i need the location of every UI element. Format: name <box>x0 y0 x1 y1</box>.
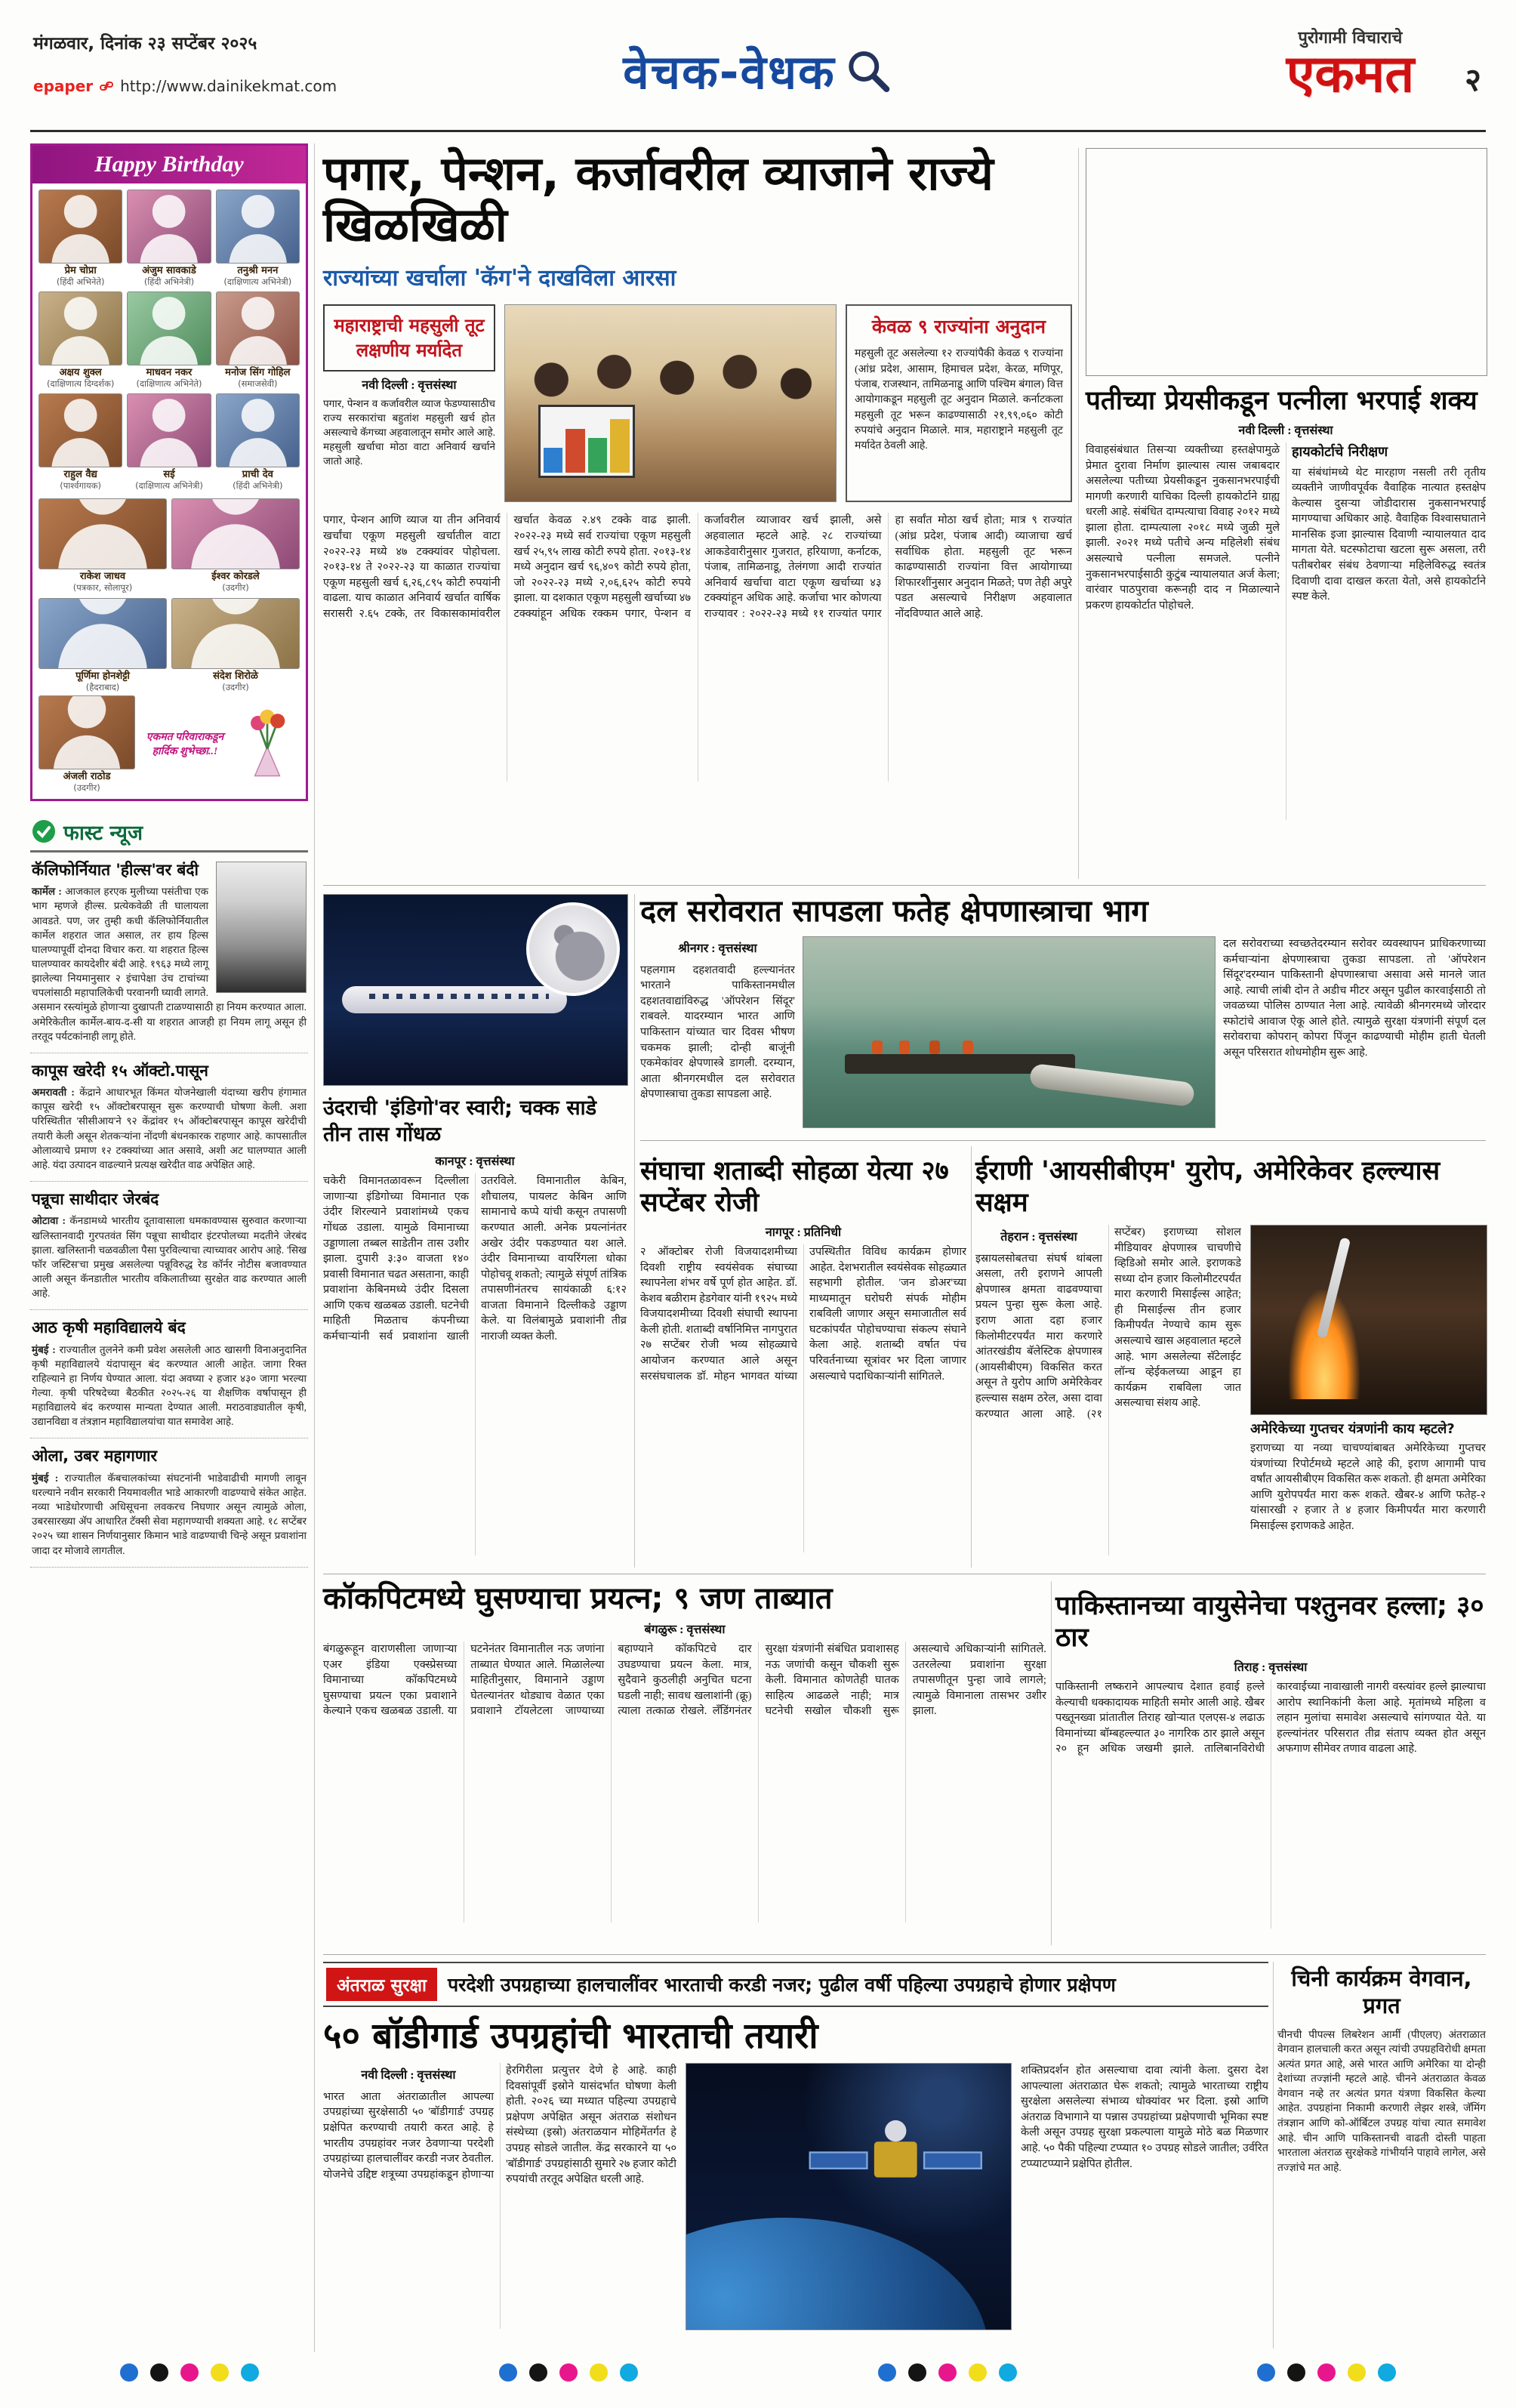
color-dot <box>1378 2363 1396 2382</box>
story-dal-lake <box>640 894 1486 1137</box>
birthday-name: राकेश जाधव (पत्रकार, सोलापूर) <box>39 572 167 593</box>
iran-sub-title: अमेरिकेच्या गुप्तचर यंत्रणांनी काय म्हटले? <box>1250 1421 1455 1437</box>
color-dot <box>969 2363 987 2382</box>
masthead-logo-text: वेचक-वेधक <box>623 45 836 100</box>
person-silhouette-icon <box>39 291 122 365</box>
missile-launch-photo <box>1250 1225 1487 1415</box>
fast-news-item <box>30 1182 308 1310</box>
fast-news-item <box>30 1053 308 1182</box>
birthday-name: अंजली राठोड (उदगीर) <box>39 772 135 793</box>
satellite-content-row <box>323 2063 1268 2330</box>
masthead <box>30 23 1486 132</box>
satellite-right-body: शक्तिप्रदर्शन होत असल्याचा दावा त्यांनी केला. दुसरा देश आपल्याला अंतराळात घेरू शकतो; त्यामुळे भारताच्या राष्ट्रीय सुरक्षेला असलेल्या संभाव्य धोक्यांवर भर दिला. इस्रो आणि अंतराळ विभागाने या पन्नास उपग्रहांच्या प्रक्षेपणाची भूमिका स्पष्ट केली असून उपग्रह सुरक्षा प्रकल्पाला यामुळे मोठे बळ मिळणार आहे. ५० पैकी पहिल्या टप्प्यात १० उपग्रह सोडले जातील; उर्वरित टप्प्याटप्प्याने प्रक्षेपित होतील. <box>1021 2064 1268 2170</box>
color-dot <box>211 2363 229 2382</box>
person-silhouette-icon <box>128 393 210 467</box>
birthday-tag: (पत्रकार, सोलापूर) <box>72 582 133 594</box>
color-dot <box>1287 2363 1305 2382</box>
strip-text: परदेशी उपग्रहाच्या हालचालींवर भारताची करडी नजर; पुढील वर्षी पहिल्या उपग्रहाचे होणार प्रक्षेपण <box>447 1974 1116 1996</box>
dateline: कार्मेल : <box>32 886 62 898</box>
birthday-tag: (पार्श्वगायक) <box>60 480 102 492</box>
cag-top-row <box>323 304 1072 502</box>
birthday-card <box>39 291 122 389</box>
color-dot <box>241 2363 259 2382</box>
cag-box-body: महसुली तूट असलेल्या १२ राज्यांपैकी केवळ ९ राज्यांना (आंध्र प्रदेश, आसाम, हिमाचल प्रदेश, केरळ, मणिपूर, पंजाब, राजस्थान, तामिळनाडू आणि पश्चिम बंगाल) वित्त आयोगाकडून महसुली तूट अनुदान मिळाले. कर्नाटकला महसुली तूट भरून काढण्यासाठी २१,९९,०६० कोटी रुपयांचे अनुदान मिळाले. मात्र, महाराष्ट्राने महसुली तूट मर्यादेत ठेवली आहे. <box>855 348 1063 452</box>
birthday-tag: (दाक्षिणात्य दिग्दर्शक) <box>47 378 115 390</box>
color-dot <box>150 2363 168 2382</box>
person-silhouette-icon <box>128 291 210 365</box>
person-silhouette-icon <box>217 291 299 365</box>
fast-news-item-featured <box>30 853 308 1053</box>
dateline: ओटावा : <box>32 1215 66 1227</box>
fast-news-body: अमरावती : केंद्राने आधारभूत किंमत योजनेखाली यंदाच्या खरीप हंगामात कापूस खरेदी १५ ऑक्टोबरपासून सुरू करण्याची घोषणा केली. अशा परिस्थितीत 'सीसीआय'ने ९२ केंद्रांवर १५ ऑक्टोबरपासून कापूस खरेदीची तयारी केली असून शेतकऱ्यांना नोंदणी बंधनकारक राहणार आहे. कापसातील ओलाव्याचे प्रमाण १२ टक्क्यांच्या आत असावे, अशी अट घालण्यात आली आहे. यंदा उत्पादन वाढल्याने प्रत्यक्ष खरेदीत वाढ अपेक्षित आहे. <box>32 1087 307 1170</box>
birthday-footer <box>32 694 306 799</box>
pak-body: पाकिस्तानी लष्कराने आपल्याच देशात हवाई हल्ले केल्याची धक्कादायक माहिती समोर आली आहे. खैबर पख्तूनख्वा प्रांतातील तिराह खोऱ्यात एलएस-४ लढाऊ विमानांच्या बॉम्बहल्ल्यात ३० नागरिक ठार झाले असून २० हून अधिक जखमी झाले. तालिबानविरोधी कारवाईच्या नावाखाली नागरी वस्त्यांवर हल्ले झाल्याचा आरोप स्थानिकांनी केला आहे. मृतांमध्ये महिला व लहान मुलांचा समावेश असल्याचे सांगण्यात येते. या हल्ल्यांनंतर परिसरात तीव्र संताप व्यक्त होत असून अफगाण सीमेवर तणाव वाढला आहे. <box>1055 1681 1486 1756</box>
birthday-tag: (दाक्षिणात्य अभिनेत्री) <box>135 480 203 492</box>
person-silhouette-icon <box>39 498 166 569</box>
sidebar-divider <box>314 143 315 2352</box>
birthday-name: प्राची देव (हिंदी अभिनेत्री) <box>216 470 300 491</box>
dateline: मुंबई : <box>32 1472 59 1484</box>
person-silhouette-icon <box>39 695 134 769</box>
birthday-photo <box>39 190 122 264</box>
section-rule <box>323 885 1486 886</box>
cag-headline: पगार, पेन्शन, कर्जावरील व्याजाने राज्ये खिळखिळी <box>323 146 994 253</box>
missile-fragment-shape <box>1029 1063 1195 1107</box>
dal-byline: श्रीनगर : वृत्तसंस्था <box>678 942 757 955</box>
link-icon <box>99 79 114 94</box>
dateline: मुंबई : <box>32 1343 56 1355</box>
fast-news-headline: ओला, उबर महागणार <box>32 1447 158 1466</box>
page-number: २ <box>1465 61 1481 98</box>
date-line: मंगळवार, दिनांक २३ सप्टेंबर २०२५ <box>33 34 257 54</box>
person-silhouette-icon <box>39 598 166 668</box>
epaper-row <box>33 77 337 95</box>
iran-byline: तेहरान : वृत्तसंस्था <box>1000 1231 1077 1244</box>
wife-byline: नवी दिल्ली : वृत्तसंस्था <box>1238 424 1333 437</box>
space-security-strip <box>323 1962 1268 2007</box>
story-indigo-rat <box>323 894 627 1568</box>
earth-shape <box>686 2218 988 2330</box>
column-divider <box>1273 1962 1274 2348</box>
epaper-url-link[interactable]: http://www.dainikekmat.com <box>120 77 337 95</box>
birthday-card <box>171 498 300 593</box>
color-dot <box>180 2363 199 2382</box>
birthday-name: अंजुम सावकाडे (हिंदी अभिनेत्री) <box>127 266 211 287</box>
fast-news-title: फास्ट न्यूज <box>63 821 143 845</box>
plane-fuselage <box>342 986 567 1013</box>
birthday-tag: (हिंदी अभिनेते) <box>56 276 105 287</box>
strip-label: अंतराळ सुरक्षा <box>326 1968 437 2001</box>
dal-lake-photo <box>803 936 1216 1128</box>
fast-news-body: मुंबई : राज्यातील कॅबचालकांच्या संघटनांनी भाडेवाढीची मागणी लावून धरल्याने नवीन सरकारी नियमावलीत भाडे आकारणी वाढण्याचे संकेत आहेत. नव्या भाडेधोरणाची अधिसूचना लवकरच निघणार असून त्यामुळे ओला, उबरसारख्या ॲप आधारित टॅक्सी सेवा महागण्याची शक्यता आहे. १८ सप्टेंबर २०२५ च्या शासन निर्णयानुसार किमान भाडे वाढण्याची चिन्हे असून प्रवाशांना जादा दर मोजावे लागतील. <box>32 1472 307 1556</box>
cag-lede: पगार, पेन्शन व कर्जावरील व्याज फेडण्यासाठीच राज्य सरकारांचा बहुतांश महसुली खर्च होत असल्याचे कॅगच्या अहवालातून समोर आले आहे. महसुली खर्चाचा मोठा वाटा अनिवार्य खर्चाने जातो आहे. <box>323 398 495 467</box>
fast-news-item <box>30 1438 308 1567</box>
birthday-name: प्रेम चोप्रा (हिंदी अभिनेते) <box>39 266 122 287</box>
cag-subhead: राज्यांच्या खर्चाला 'कॅग'ने दाखविला आरसा <box>323 265 676 292</box>
birthday-card <box>39 190 122 287</box>
story-cag <box>323 148 1072 879</box>
person-silhouette-icon <box>128 190 210 263</box>
birthday-name: सई (दाक्षिणात्य अभिनेत्री) <box>127 470 211 491</box>
brand-block <box>1286 26 1414 103</box>
section-rule <box>323 1954 1486 1955</box>
dateline: अमरावती : <box>32 1087 75 1099</box>
birthday-photo <box>39 498 167 569</box>
cockpit-body: बंगळुरूहून वाराणसीला जाणाऱ्या एअर इंडिया एक्स्प्रेसच्या विमानाच्या कॉकपिटमध्ये घुसण्याचा प्रयत्न एका प्रवाशाने केल्याने एकच खळबळ उडाली. या घटनेनंतर विमानातील नऊ जणांना ताब्यात घेण्यात आले. मिळालेल्या माहितीनुसार, विमानाने उड्डाण घेतल्यानंतर थोड्याच वेळात एका प्रवाशाने टॉयलेटला जाण्याच्या बहाण्याने कॉकपिटचे दार उघडण्याचा प्रयत्न केला. मात्र, सुदैवाने कुठलीही अनुचित घटना घडली नाही; सावध खलाशांनी (क्रू) त्याला तत्काळ रोखले. लँडिंगनंतर सुरक्षा यंत्रणांनी संबंधित प्रवाशासह नऊ जणांची कसून चौकशी सुरू केली. विमानात कोणतेही घातक साहित्य आढळले नाही; मात्र घटनेची सखोल चौकशी सुरू असल्याचे अधिकाऱ्यांनी सांगितले. उतरलेल्या प्रवाशांना सुरक्षा तपासणीतून पुन्हा जावे लागले; त्यामुळे विमानाला तासभर उशीर झाला. <box>323 1643 1046 1718</box>
color-dot <box>1317 2363 1336 2382</box>
epaper-label: epaper <box>33 77 94 95</box>
brand-tagline: पुरोगामी विचाराचे <box>1298 29 1403 48</box>
satellite-shape <box>806 2106 985 2213</box>
color-dot <box>590 2363 608 2382</box>
birthday-photo <box>216 393 300 467</box>
indigo-byline: कानपूर : वृत्तसंस्था <box>435 1155 515 1169</box>
dot-group <box>1257 2363 1396 2382</box>
birthday-photo <box>127 393 211 467</box>
column-divider <box>971 1146 972 1568</box>
birthday-card <box>216 291 300 389</box>
bouquet-icon <box>235 708 300 780</box>
satellite-headline: ५० बॉडीगार्ड उपग्रहांची भारताची तयारी <box>323 2015 818 2057</box>
birthday-name: पूर्णिमा होनशेट्टी (हैदराबाद) <box>39 671 167 692</box>
color-dot <box>999 2363 1017 2382</box>
birthday-tag: (दाक्षिणात्य अभिनेत्री) <box>223 276 292 287</box>
story-bodyguard-satellites <box>323 1962 1268 2348</box>
birthday-photo <box>127 291 211 365</box>
birthday-tag: (उदगीर) <box>222 582 249 594</box>
birthday-title: Happy Birthday <box>32 146 306 183</box>
rat-inset-photo <box>526 902 620 996</box>
color-dot <box>559 2363 578 2382</box>
happy-birthday-box <box>30 143 308 801</box>
dot-group <box>878 2363 1017 2382</box>
color-dot <box>620 2363 638 2382</box>
dal-right-column: दल सरोवराच्या स्वच्छतेदरम्यान सरोवर व्यवस्थापन प्राधिकरणाच्या कर्मचाऱ्यांना क्षेपणास्त्राचा तुकडा सापडला. तो 'ऑपरेशन सिंदूर'दरम्यान पाकिस्तानी क्षेपणास्त्राचा असावा असे मानले जात आहे. त्याची लांबी दोन ते अडीच मीटर असून पुढील कारवाईसाठी तो जवळच्या पोलिस ठाण्यात नेला आहे. त्यावेळी श्रीनगरमध्ये जोरदार स्फोटांचे आवाज ऐकू आले होते. त्यामुळे सुरक्षा यंत्रणांनी संपूर्ण दल सरोवराचा कोपरान् कोपरा पिंजून काढण्याची मोहीम हाती घेतली असून परिसरात शोधमोहीम सुरू आहे. <box>1223 938 1486 1059</box>
color-dot <box>878 2363 896 2382</box>
color-dot <box>1348 2363 1366 2382</box>
birthday-name: राहुल वैद्य (पार्श्वगायक) <box>39 470 122 491</box>
story-iran-icbm <box>975 1146 1486 1568</box>
birthday-tag: (उदगीर) <box>73 782 100 793</box>
cag-side-box <box>846 304 1072 502</box>
satellite-left-body: नवी दिल्ली : वृत्तसंस्था भारत आता अंतराळातील आपल्या उपग्रहांच्या सुरक्षेसाठी ५० 'बॉडीगार्ड' उपग्रह प्रक्षेपित करण्याची तयारी करत आहे. हे भारतीय उपग्रहांवर नजर ठेवणाऱ्या परदेशी उपग्रहांच्या हालचालींवर करडी नजर ठेवतील. योजनेचे उद्दिष्ट शत्रूच्या उपग्रहांकडून होणाऱ्या हेरगिरीला प्रत्युत्तर देणे हे आहे. काही दिवसांपूर्वी इस्रोने यासंदर्भात घोषणा केली होती. २०२६ च्या मध्यात पहिल्या उपग्रहाचे प्रक्षेपण अपेक्षित असून अंतराळ संशोधन संस्थेच्या (इस्रो) अंतराळयान मोहिमेंतर्गत हे उपग्रह सोडले जातील. केंद्र सरकारने या ५० 'बॉडीगार्ड' उपग्रहांसाठी सुमारे २७ हजार कोटी रुपयांची तरतूद अपेक्षित धरली आहे. <box>323 2064 676 2186</box>
birthday-grid-main <box>32 183 306 492</box>
person-silhouette-icon <box>39 190 122 263</box>
cag-byline: नवी दिल्ली : वृत्तसंस्था <box>362 379 457 393</box>
person-silhouette-icon <box>217 393 299 467</box>
laptop-chart <box>538 405 635 478</box>
birthday-card <box>39 498 167 593</box>
column-divider <box>1078 148 1079 879</box>
birthday-photo <box>216 190 300 264</box>
fast-news-header <box>30 813 308 853</box>
fast-news-headline: पन्नूचा साथीदार जेरबंद <box>32 1190 159 1209</box>
wife-headline: पतीच्या प्रेयसीकडून पत्नीला भरपाई शक्य <box>1086 386 1477 416</box>
person-silhouette-icon <box>172 598 299 668</box>
column-divider <box>1051 1581 1052 1945</box>
iran-headline: ईराणी 'आयसीबीएम' युरोप, अमेरिकेवर हल्ल्यास सक्षम <box>975 1156 1441 1218</box>
wife-body: विवाहसंबंधात तिसऱ्या व्यक्तीच्या हस्तक्षेपामुळे प्रेमात दुरावा निर्माण झाल्यास त्यास जबाबदार असलेल्या पतीच्या प्रेयसीकडून नुकसानभरपाईची मागणी करणारी याचिका दिल्ली हायकोर्टाने ग्राह्य धरली आहे. संबंधित दाम्पत्याचा विवाह २०१२ मध्ये झाला होता. दाम्पत्याला २०१८ मध्ये जुळी मुले झाली. २०२१ मध्ये पतीचे अन्य महिलेशी संबंध असल्याचे पत्नीला समजले. पत्नीने नुकसानभरपाईसाठी कुटुंब न्यायालयात अर्ज केला; वारंवार पाठपुरावा करूनही दाद न मिळाल्याने प्रकरण हायकोर्टात पोहोचले. हायकोर्टाचे निरीक्षण या संबंधांमध्ये थेट मारहाण नसली तरी तृतीय व्यक्तीने जाणीवपूर्वक वैवाहिक नात्यात हस्तक्षेप केल्यास दुसऱ्या जोडीदारास नुकसानभरपाई मागण्याचा अधिकार आहे. वैवाहिक विश्वासघाताने मानसिक इजा झाल्यास दिवाणी न्यायालयात दाद मागता येते. घटस्फोटाचा खटला सुरू असला, तरी पतीबरोबर संबंध ठेवणाऱ्या महिलेविरुद्ध स्वतंत्र दिवाणी दावा दाखल करता येतो, असे हायकोर्टाने स्पष्ट केले. <box>1086 444 1486 612</box>
birthday-name: तनुश्री मनन (दाक्षिणात्य अभिनेत्री) <box>216 266 300 287</box>
indigo-body: चकेरी विमानतळावरून दिल्लीला जाणाऱ्या इंडिगोच्या विमानात एक उंदीर शिरल्याने प्रवाशांमध्ये एकच गोंधळ उडाला. यामुळे विमानाच्या उड्डाणाला तब्बल साडेतीन तास उशीर झाला. दुपारी ३:३० वाजता १४० प्रवासी विमानात चढत असताना, काही प्रवाशांना केबिनमध्ये उंदीर दिसला आणि एकच खळबळ उडाली. घटनेची माहिती मिळताच कंपनीच्या कर्मचाऱ्यांनी सर्व प्रवाशांना खाली उतरविले. विमानातील केबिन, शौचालय, पायलट केबिन आणि सामानाचे कप्पे यांची कसून तपासणी करण्यात आली. अनेक प्रयत्नांनंतर अखेर उंदीर पकडण्यात यश आले. उंदीर विमानाच्या वायरिंगला धोका पोहोचवू शकतो; त्यामुळे संपूर्ण तांत्रिक तपासणीनंतरच सायंकाळी ६:१२ वाजता विमानाने दिल्लीकडे उड्डाण केले. या विलंबामुळे प्रवाशांनी तीव्र नाराजी व्यक्त केली. <box>323 1175 627 1343</box>
cockpit-byline: बंगळुरू : वृत्तसंस्था <box>644 1623 726 1636</box>
cag-body: पगार, पेन्शन आणि व्याज या तीन अनिवार्य खर्चांचा एकूण महसुली खर्चातील वाटा २०२२-२३ मध्ये ४७ टक्क्यांवर पोहोचला. २०१३-१४ ते २०२२-२३ या काळात राज्यांचा एकूण महसुली खर्च ६,२६,८९५ कोटी रुपयांनी वाढला. याच काळात अनिवार्य खर्चात वार्षिक सरासरी २.६५ टक्के, तर विकासकामांवरील खर्चात केवळ २.४९ टक्के वाढ झाली. २०२२-२३ मध्ये सर्व राज्यांचा एकूण महसुली खर्च २५,९५ लाख कोटी रुपये होता. २०१३-१४ मध्ये अनुदान खर्च ९६,४०९ कोटी रुपये होता, जो २०२२-२३ मध्ये २,०६,६२५ कोटी रुपये झाला. या दशकात एकूण महसुली खर्चाच्या ४७ टक्क्यांहून अधिक रक्कम पगार, पेन्शन व कर्जावरील व्याजावर खर्च झाली, असे अहवालात म्हटले आहे. २८ राज्यांच्या आकडेवारीनुसार गुजरात, हरियाणा, कर्नाटक, पंजाब, तामिळनाडू, तेलंगणा आदी राज्यांत अनिवार्य खर्चाचा वाटा एकूण खर्चाच्या ४३ टक्क्यांहून अधिक आहे. कर्जाचा भार कोणत्या राज्यावर : २०२२-२३ मध्ये ११ राज्यांत पगार हा सर्वांत मोठा खर्च होता; मात्र ९ राज्यांत (आंध्र प्रदेश, पंजाब आदी) व्याजाचा खर्च सर्वाधिक होता. महसुली तूट भरून काढण्यासाठी राज्यांना वित्त आयोगाच्या शिफारशींनुसार अनुदान मिळते; पण तेही अपुरे पडत असल्याचे निरीक्षण अहवालात नोंदविण्यात आले आहे. <box>323 514 1072 620</box>
person-silhouette-icon <box>39 393 122 467</box>
story-cockpit <box>323 1581 1046 1945</box>
iran-right-column <box>1250 1225 1486 1555</box>
cag-kicker-box: महाराष्ट्राची महसुली तूट लक्षणीय मर्यादेत <box>323 304 495 372</box>
color-dot <box>120 2363 138 2382</box>
birthday-photo <box>39 695 135 769</box>
birthday-tag: (हैदराबाद) <box>85 681 120 692</box>
color-dot <box>1257 2363 1275 2382</box>
birthday-name: संदेश शिरोळे (उदगीर) <box>171 671 300 692</box>
birthday-tag: (हिंदी अभिनेत्री) <box>143 276 195 287</box>
story-wife-compensation <box>1086 148 1486 879</box>
birthday-card <box>39 598 167 692</box>
dot-group <box>499 2363 638 2382</box>
birthday-card <box>216 190 300 287</box>
birthday-tag: (समाजसेवी) <box>238 378 278 390</box>
fast-news-list <box>30 1053 308 1568</box>
fast-news-item <box>30 1310 308 1438</box>
satellite-space-photo <box>686 2063 1012 2330</box>
fast-news-headline: आठ कृषी महाविद्यालये बंद <box>32 1318 186 1337</box>
fast-news-headline: कॅलिफोर्नियात 'हील्स'वर बंदी <box>32 860 199 879</box>
column-divider <box>634 894 635 1568</box>
birthday-name: अक्षय शुक्ल (दाक्षिणात्य दिग्दर्शक) <box>39 368 122 389</box>
china-title: चिनी कार्यक्रम वेगवान, प्रगत <box>1291 1966 1472 2019</box>
fast-news-section <box>30 813 308 1568</box>
birthday-wish: एकमत परिवाराकडून हार्दिक शुभेच्छा..! <box>146 732 224 758</box>
birthday-photo <box>39 291 122 365</box>
story-rss-centenary <box>640 1146 966 1568</box>
birthday-name: माधवन नकर (दाक्षिणात्य अभिनेते) <box>127 368 211 389</box>
fast-news-body: मुंबई : राज्यातील तुलनेने कमी प्रवेश असलेली आठ खासगी विनाअनुदानित कृषी महाविद्यालये यंदापासून बंद करण्यात आली आहेत. जागा रिक्त राहिल्याने हा निर्णय घेण्यात आला. यंदा अवघ्या २ हजार ४३० जागा भरल्या गेल्या. कृषी परिषदेच्या बैठकीत २०२५-२६ या शैक्षणिक वर्षापासून ही महाविद्यालये बंद करण्यास मान्यता देण्यात आली. मराठवाड्यातील कृषी, उद्यानविद्या व तंत्रज्ञान महाविद्यालयांचा यात समावेश आहे. <box>32 1343 307 1428</box>
rss-byline: नागपूर : प्रतिनिधी <box>765 1226 842 1239</box>
birthday-tag: (हिंदी अभिनेत्री) <box>233 480 283 492</box>
iran-sub-body: इराणच्या या नव्या चाचण्यांबाबत अमेरिकेच्या गुप्तचर यंत्रणांच्या रिपोर्टमध्ये म्हटले आहे की, इराण आगामी पाच वर्षांत आयसीबीएम विकसित करू शकतो. ही क्षमता अमेरिका आणि युरोपपर्यंत मारा करू शकते. खैबर-४ आणि फतेह-२ यांसारखी २ हजार ते ४ हजार किमीपर्यंत मारा करणारी मिसाईल्स इराणकडे आहेत. <box>1250 1442 1486 1532</box>
iran-body: तेहरान : वृत्तसंस्था इस्रायलसोबतचा संघर्ष थांबला असला, तरी इराणने आपली क्षेपणास्त्र क्षमता वाढवण्याचा प्रयत्न पुन्हा सुरू केला आहे. इराण आता दहा हजार किलोमीटरपर्यंत मारा करणारे आंतरखंडीय बॅलेस्टिक क्षेपणास्त्र (आयसीबीएम) विकसित करत असून ते युरोप आणि अमेरिकेवर हल्ल्यास सक्षम ठरेल, असा दावा करण्यात आला आहे. (२१ सप्टेंबर) इराणच्या सोशल मीडियावर क्षेपणास्त्र चाचणीचे व्हिडिओ समोर आले. इराणकडे सध्या दोन हजार किलोमीटरपर्यंत मारा करणारी मिसाईल्स आहेत; ही मिसाईल्स तीन हजार किमीपर्यंत नेण्याचे काम सुरू असल्याचे खास अहवालात म्हटले आहे. भाग असलेल्या सॅटेलाईट लॉन्च व्हेईकलच्या आडून हा कार्यक्रम राबविला जात असल्याचा संशय आहे. <box>975 1226 1241 1420</box>
left-sidebar <box>30 143 308 2352</box>
wife-sub-title: हायकोर्टाचे निरीक्षण <box>1292 444 1388 460</box>
birthday-photo <box>216 291 300 365</box>
fast-news-headline: कापूस खरेदी १५ ऑक्टो.पासून <box>32 1061 208 1080</box>
masthead-logo <box>623 39 892 103</box>
dal-left-column: श्रीनगर : वृत्तसंस्था पहलगाम दहशतवादी हल्ल्यानंतर भारताने पाकिस्तानमधील दहशतवाद्यांविरुद्ध 'ऑपरेशन सिंदूर' राबवले. यादरम्यान भारत आणि पाकिस्तान यांच्यात चार दिवस भीषण चकमक झाली; दोन्ही बाजूंनी एकमेकांवर क्षेपणास्त्रे डागली. दरम्यान, आता श्रीनगरमधील दल सरोवरात क्षेपणास्त्राचा तुकडा सापडला आहे. <box>640 942 795 1101</box>
color-dot <box>938 2363 957 2382</box>
pak-headline: पाकिस्तानच्या वायुसेनेचा पश्तुनवर हल्ला; ३० ठार <box>1055 1591 1484 1653</box>
brand-name: एकमत <box>1286 45 1414 103</box>
birthday-card <box>171 598 300 692</box>
iran-content-row <box>975 1225 1486 1555</box>
dal-headline: दल सरोवरात सापडला फतेह क्षेपणास्त्राचा भाग <box>640 894 1148 929</box>
dot-group <box>120 2363 259 2382</box>
cockpit-headline: कॉकपिटमध्ये घुसण्याचा प्रयत्न; ९ जण ताब्यात <box>323 1581 833 1616</box>
fast-news-icon <box>32 819 56 843</box>
birthday-tag: (उदगीर) <box>222 681 249 692</box>
birthday-grid-small <box>32 492 306 693</box>
pak-byline: तिराह : वृत्तसंस्था <box>1234 1661 1308 1674</box>
color-dot <box>529 2363 547 2382</box>
birthday-card <box>127 291 211 389</box>
birthday-card <box>39 695 135 793</box>
china-body: चीनची पीपल्स लिबरेशन आर्मी (पीएलए) अंतराळात वेगवान हालचाली करत असून त्यांची उपग्रहविरोधी क्षमता अत्यंत प्रगत आहे, असे भारत आणि अमेरिका या दोन्ही देशांच्या तज्ज्ञांन‍ी म्हटले आहे. चीनने अंतराळात केवळ वेगवान नव्हे तर अत्यंत प्रगत यंत्रणा विकसित केल्या आहेत. उपग्रहांना निकामी करणारी लेझर शस्त्रे, जॅमिंग तंत्रज्ञान आणि को-ऑर्बिटल उपग्रह यांचा त्यात समावेश आहे. चीन आणि पाकिस्तानची वाढती दोस्ती पाहता भारताला अंतराळ सुरक्षेकडे गांभीर्याने पाहावे लागेल, असे तज्ज्ञांचे मत आहे. <box>1277 2028 1486 2173</box>
satellite-byline: नवी दिल्ली : वृत्तसंस्था <box>361 2069 456 2083</box>
birthday-photo <box>171 498 300 569</box>
birthday-photo <box>39 393 122 467</box>
courtroom-photo <box>1086 148 1487 376</box>
birthday-photo <box>127 190 211 264</box>
birthday-card <box>127 190 211 287</box>
cag-box-title: केवळ ९ राज्यांना अनुदान <box>871 316 1046 338</box>
color-dot <box>499 2363 517 2382</box>
birthday-card <box>216 393 300 491</box>
birthday-photo <box>171 598 300 669</box>
fast-news-body: ओटावा : कॅनडामध्ये भारतीय दूतावासाला धमकावण्यास सुरुवात करणाऱ्या खलिस्तानवादी गुरपतवंत सिंग पन्नूचा साथीदार इंटरपोलच्या मदतीने जेरबंद झाला. खलिस्तानी चळवळीला पैसा पुरविल्याचा त्याच्यावर आरोप आहे. 'सिख फॉर जस्टिस'चा प्रमुख असलेल्या पन्नूविरुद्ध रेड कॉर्नर नोटीस बजावण्यात आली असून कॅनडातील भारतीय वकिलातीच्या सुरक्षेत वाढ करण्यात आली आहे. <box>32 1215 307 1300</box>
birthday-tag: (दाक्षिणात्य अभिनेते) <box>136 378 202 390</box>
color-dot <box>908 2363 926 2382</box>
rss-headline: संघाचा शताब्दी सोहळा येत्या २७ सप्टेंबर रोजी <box>640 1156 949 1218</box>
fast-news-body: कार्मेल : आजकाल हरएक मुलीच्या पसंतीचा एक भाग म्हणजे हील्स. प्रत्येकवेळी ती घालायला आवडते. पण, जर तुम्ही कधी कॅलिफोर्नियातील कार्मेल शहरात जात असाल, तर हाय हिल्स घालण्यापूर्वी दोनदा विचार करा. या शहरात हिल्स घालण्यावर कायदेशीर बंदी आहे. १९६३ मध्ये लागू झालेल्या नियमानुसार २ इंचापेक्षा उंच टाचांच्या चपलांसाठी महापालिकेची परवानगी घ्यावी लागते. असमान रस्त्यांमुळे होणाऱ्या दुखापती टाळण्यासाठी हा नियम करण्यात आला. अमेरिकेतील कार्मेल-बाय-द-सी या शहरात आजही हा नियम लागू असून ही तरतूद पर्यटकांनाही लागू होते. <box>32 886 307 1042</box>
rss-body: २ ऑक्टोबर रोजी विजयादशमीच्या दिवशी राष्ट्रीय स्वयंसेवक संघाच्या स्थापनेला शंभर वर्षे पूर्ण होत आहेत. डॉ. केशव बळीराम हेडगेवार यांनी १९२५ मध्ये विजयादशमीच्या दिवशी संघाची स्थापना केली होती. शताब्दी वर्षानिमित्त नागपुरात २७ सप्टेंबर रोजी भव्य सोहळ्याचे आयोजन करण्यात आले असून सरसंघचालक डॉ. मोहन भागवत यांच्या उपस्थितीत विविध कार्यक्रम होणार आहेत. देशभरातील स्वयंसेवक सोहळ्यात सहभागी होतील. 'जन डोअर'च्या माध्यमातून घरोघरी संपर्क मोहीम राबविली जाणार असून समाजातील सर्व घटकांपर्यंत पोहोचण्याचा संकल्प संघाने केला आहे. शताब्दी वर्षात पंच परिवर्तनाच्या सूत्रांवर भर दिला जाणार असल्याचे पदाधिकाऱ्यांनी सांगितले. <box>640 1246 966 1383</box>
magnifier-icon <box>845 47 893 95</box>
indigo-plane-photo <box>323 894 628 1086</box>
section-rule <box>640 1140 1486 1141</box>
indigo-headline: उंदराची 'इंडिगो'वर स्वारी; चक्क साडे तीन तास गोंधळ <box>323 1096 597 1147</box>
person-silhouette-icon <box>217 190 299 263</box>
dal-content-row <box>640 936 1486 1128</box>
birthday-card <box>127 393 211 491</box>
story-china-program <box>1277 1962 1486 2348</box>
birthday-name: मनोज सिंग गोहिल (समाजसेवी) <box>216 368 300 389</box>
person-silhouette-icon <box>172 498 299 569</box>
cag-kicker-column <box>323 304 495 502</box>
birthday-photo <box>39 598 167 669</box>
heels-photo <box>216 862 307 993</box>
cag-meeting-photo <box>504 304 837 502</box>
birthday-name: ईश्वर कोरडले (उदगीर) <box>171 572 300 593</box>
story-pak-airstrike <box>1055 1581 1486 1945</box>
registration-marks <box>0 2363 1516 2382</box>
birthday-card <box>39 393 122 491</box>
